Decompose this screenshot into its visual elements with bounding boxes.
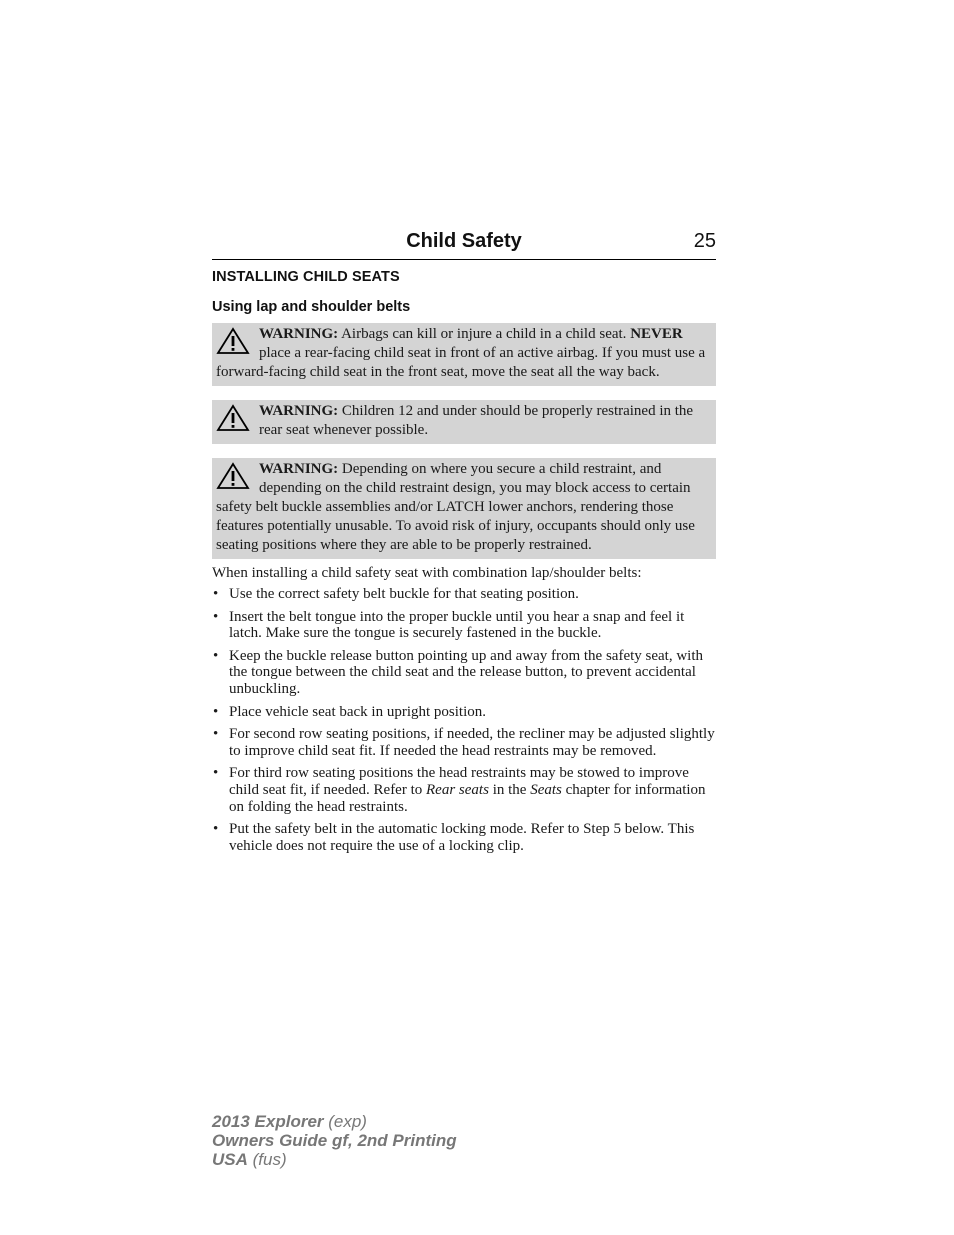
- list-item-text: Use the correct safety belt buckle for that seating position.: [229, 586, 579, 602]
- list-item-text: Place vehicle seat back in upright position.: [229, 703, 487, 720]
- footer-market: USA: [212, 1150, 248, 1169]
- bullet-mark: •: [213, 647, 219, 664]
- footer-guide: Owners Guide gf, 2nd Printing: [212, 1131, 457, 1150]
- list-item: [212, 586, 716, 603]
- footer-line: [212, 1112, 457, 1131]
- list-item: [212, 609, 716, 642]
- page-content: [212, 228, 716, 860]
- list-item-text: in the: [488, 781, 531, 798]
- list-item-text: Insert the belt tongue into the proper buckle until you hear a snap and feel it latch. Make sure the tongue is securely fastened in the buckle.: [229, 608, 685, 642]
- footer-line: [212, 1150, 457, 1169]
- cross-reference: Seats: [530, 781, 562, 798]
- warning-label: WARNING:: [259, 403, 339, 419]
- subsection-title: Using lap and shoulder belts: [212, 299, 411, 315]
- warning-triangle-icon: [216, 462, 250, 490]
- list-item: [212, 726, 716, 759]
- cross-reference: Rear seats: [426, 781, 489, 798]
- page-footer: [212, 1112, 457, 1169]
- instruction-list: [212, 586, 716, 854]
- bullet-mark: •: [213, 703, 219, 720]
- list-item: [212, 765, 716, 815]
- footer-code: (fus): [247, 1150, 287, 1169]
- list-item-text: Put the safety belt in the automatic locking mode. Refer to Step 5 below. This vehicle does not require the use of a locking clip.: [229, 821, 695, 854]
- warning-box: [212, 458, 716, 559]
- warning-text: Children 12 and under should be properly restrained in the rear seat whenever possible.: [259, 403, 694, 438]
- bullet-mark: •: [213, 821, 219, 838]
- bullet-mark: •: [213, 586, 219, 602]
- warning-text: place a rear-facing child seat in front of an active airbag. If you must use a forward-facing child seat in the front seat, move the seat all the way back.: [216, 345, 706, 380]
- footer-code: (exp): [323, 1112, 367, 1131]
- warning-emphasis: NEVER: [630, 326, 683, 342]
- list-item-text: For second row seating positions, if needed, the recliner may be adjusted slightly to improve child seat fit. If needed the head restraints may be removed.: [229, 726, 715, 759]
- warning-text: Depending on where you secure a child restraint, and depending on the child restraint design, you may block access to certain safety belt buckle assemblies and/or LATCH lower anchors, rendering those features potentially unusable. To avoid risk of injury, occupants should only use seating positions where they are able to be properly restrained.: [216, 461, 695, 553]
- warning-label: WARNING:: [259, 461, 339, 477]
- warning-label: WARNING:: [259, 326, 339, 342]
- warning-triangle-icon: [216, 327, 250, 355]
- footer-model: 2013 Explorer: [212, 1112, 324, 1131]
- list-item-text: chapter for information on folding the head restraints.: [229, 781, 706, 815]
- warning-text: Airbags can kill or injure a child in a child seat.: [338, 326, 631, 342]
- warning-box: [212, 323, 716, 386]
- list-item: [212, 648, 716, 698]
- bullet-mark: •: [213, 726, 219, 743]
- list-item: [212, 704, 716, 721]
- list-item-text: Keep the buckle release button pointing up and away from the safety seat, with the tongue between the child seat and the release button, to prevent accidental unbuckling.: [229, 647, 704, 697]
- chapter-title: Child Safety: [406, 230, 522, 252]
- bullet-mark: •: [213, 765, 219, 782]
- warning-box: [212, 400, 716, 444]
- section-title: INSTALLING CHILD SEATS: [212, 269, 400, 285]
- intro-paragraph: When installing a child safety seat with combination lap/shoulder belts:: [212, 565, 642, 581]
- page-number: 25: [693, 230, 716, 252]
- warning-triangle-icon: [216, 404, 250, 432]
- page-header: [212, 228, 716, 260]
- footer-line: [212, 1131, 457, 1150]
- list-item-text: For third row seating positions the head restraints may be stowed to improve child seat fit, if needed. Refer to: [229, 765, 689, 798]
- list-item: [212, 821, 716, 854]
- bullet-mark: •: [213, 608, 219, 625]
